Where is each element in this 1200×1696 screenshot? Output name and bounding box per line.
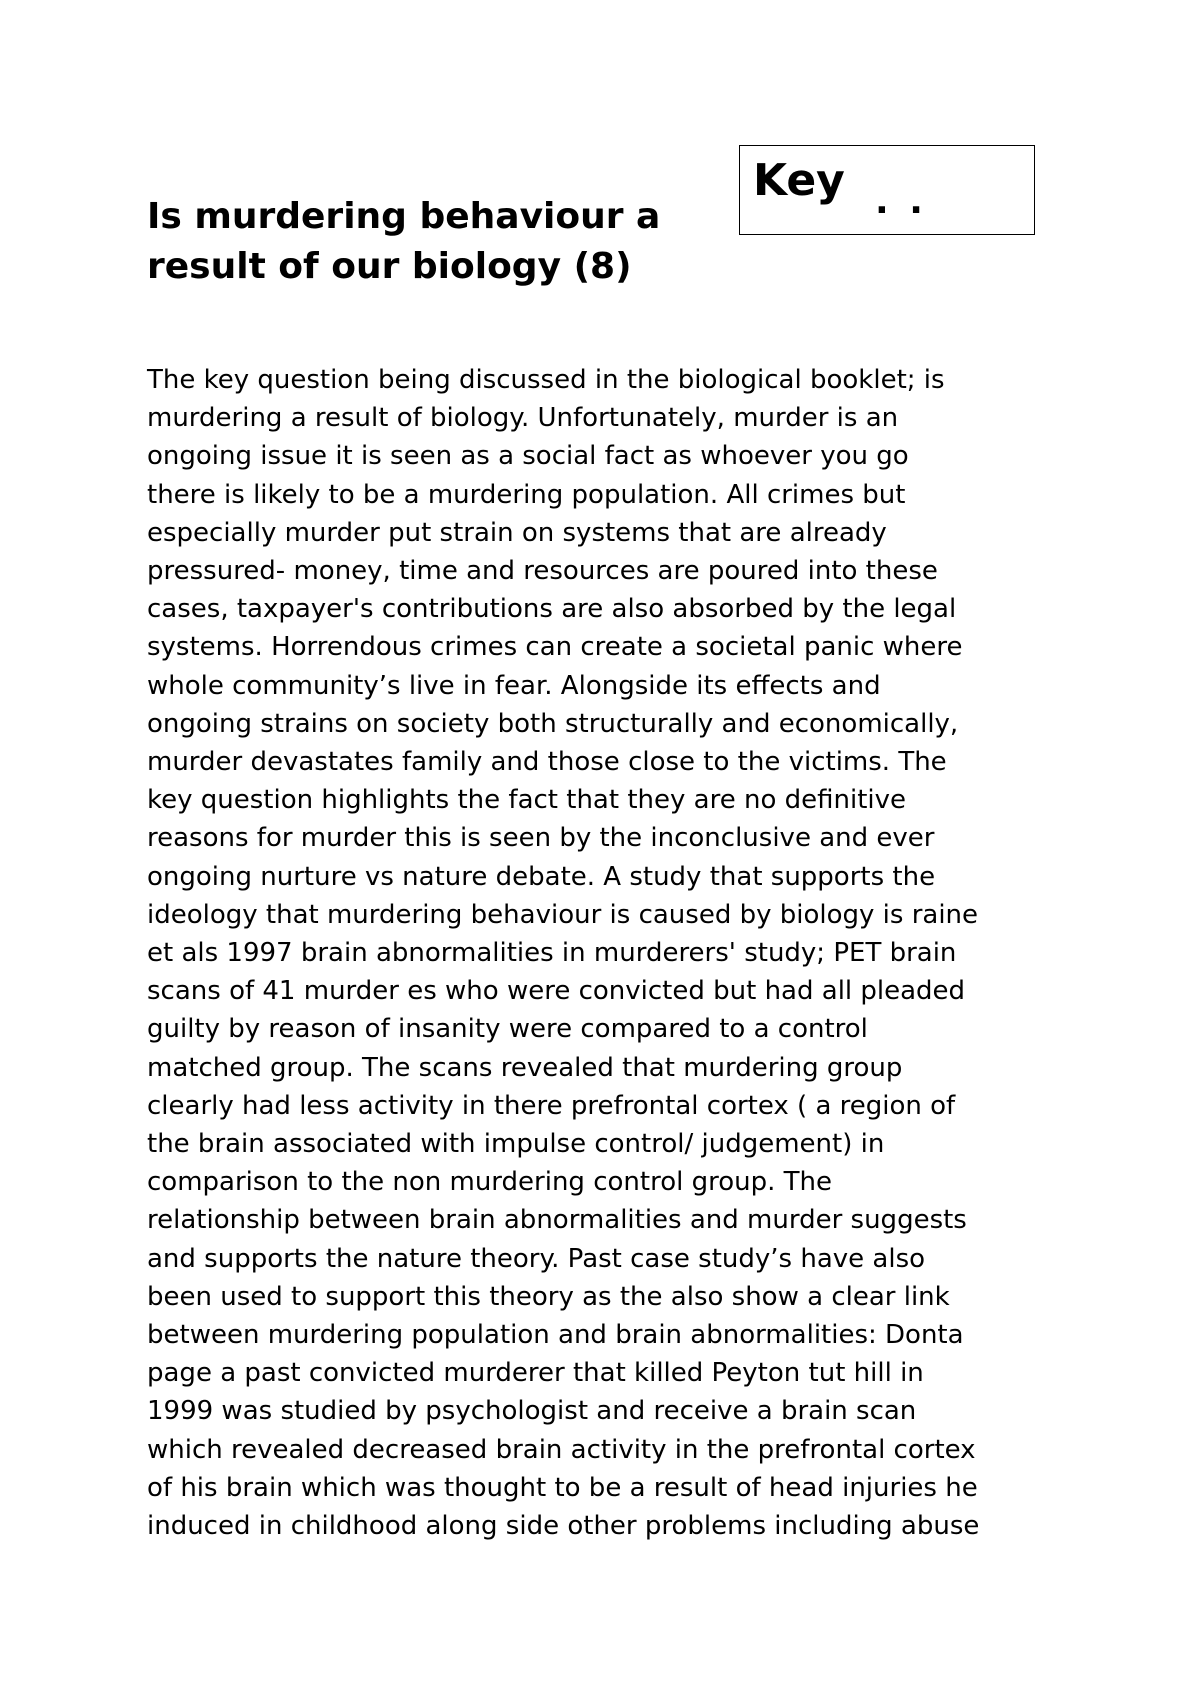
document-title: [147, 192, 707, 292]
body-line: matched group. The scans revealed that murdering group: [147, 1052, 903, 1083]
body-line: ideology that murdering behaviour is caused by biology is raine: [147, 899, 979, 930]
body-line: reasons for murder this is seen by the inconclusive and ever: [147, 823, 935, 854]
body-line: The key question being discussed in the biological booklet; is: [147, 365, 945, 395]
body-line: murder devastates family and those close to the victims. The: [147, 747, 947, 778]
body-line: et als 1997 brain abnormalities in murderers' study; PET brain: [147, 938, 957, 969]
body-line: cases, taxpayer's contributions are also absorbed by the legal: [147, 594, 957, 625]
body-line: relationship between brain abnormalities and murder suggests: [147, 1205, 967, 1236]
body-line: between murdering population and brain abnormalities: Donta: [147, 1320, 964, 1351]
body-line: the brain associated with impulse control/ judgement) in: [147, 1129, 885, 1160]
key-label: Key: [753, 155, 845, 206]
body-line: which revealed decreased brain activity in the prefrontal cortex: [147, 1434, 976, 1465]
body-line: 1999 was studied by psychologist and receive a brain scan: [147, 1396, 917, 1427]
body-line: especially murder put strain on systems that are already: [147, 517, 887, 548]
key-box: [739, 145, 1035, 235]
body-line: page a past convicted murderer that killed Peyton tut hill in: [147, 1358, 924, 1389]
body-line: guilty by reason of insanity were compared to a control: [147, 1014, 868, 1045]
body-line: of his brain which was thought to be a result of head injuries he: [147, 1472, 978, 1503]
key-dots: . .: [875, 181, 927, 222]
body-line: pressured- money, time and resources are poured into these: [147, 556, 938, 587]
body-line: scans of 41 murder es who were convicted but had all pleaded: [147, 976, 966, 1007]
body-line: systems. Horrendous crimes can create a societal panic where: [147, 632, 963, 663]
body-line: there is likely to be a murdering population. All crimes but: [147, 479, 906, 510]
body-line: been used to support this theory as the also show a clear link: [147, 1281, 950, 1312]
body-line: ongoing strains on society both structurally and economically,: [147, 708, 959, 739]
body-line: whole community’s live in fear. Alongside its effects and: [147, 670, 881, 701]
body-line: key question highlights the fact that they are no definitive: [147, 785, 906, 816]
body-line: ongoing issue it is seen as a social fact as whoever you go: [147, 441, 909, 472]
essay-body: [147, 361, 1087, 1545]
body-line: and supports the nature theory. Past case study’s have also: [147, 1243, 926, 1274]
body-line: clearly had less activity in there prefrontal cortex ( a region of: [147, 1090, 956, 1121]
body-line: comparison to the non murdering control group. The: [147, 1167, 832, 1198]
body-line: induced in childhood along side other problems including abuse: [147, 1511, 980, 1542]
body-line: ongoing nurture vs nature debate. A study that supports the: [147, 861, 936, 892]
title-line: Is murdering behaviour a: [147, 196, 661, 237]
body-line: murdering a result of biology. Unfortunately, murder is an: [147, 403, 899, 434]
title-line: result of our biology (8): [147, 246, 632, 287]
